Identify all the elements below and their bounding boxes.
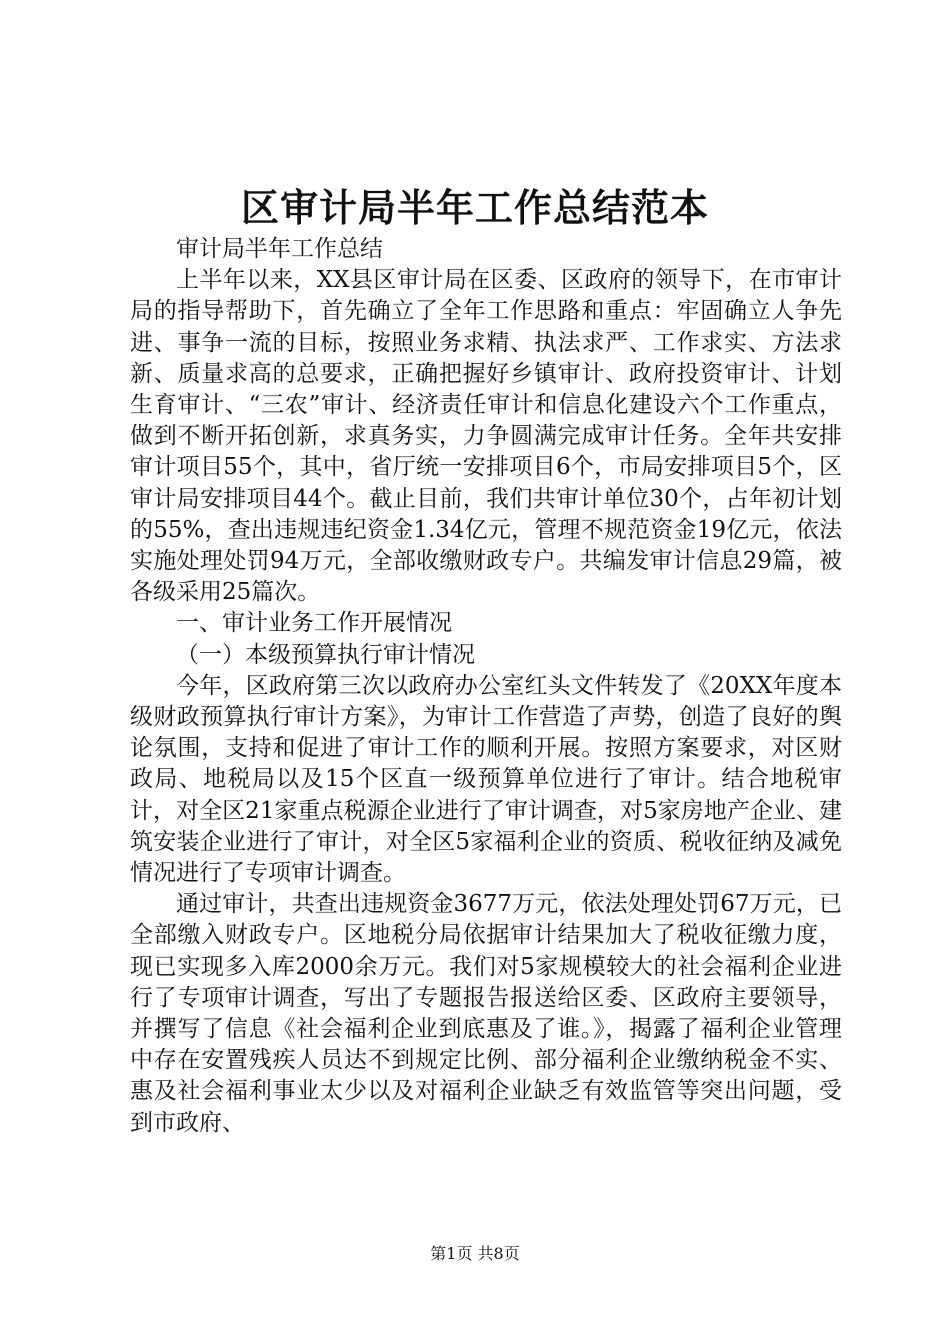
section-heading: 一、审计业务工作开展情况 [176, 610, 452, 637]
subsection-heading: （一）本级预算执行审计情况 [176, 641, 475, 668]
paragraph-audit-results: 通过审计，共查出违规资金3677万元，依法处理处罚67万元，已全部缴入财政专户。区地税分局依据审计结果加大了税收征缴力度，现已实现多入库2000余万元。我们对5家规模较大的社会福利企业进行了专项审计调查，写出了专题报告报送给区委、区政府主要领导，并撰写了信息《社会福利企业到底惠及了谁。》，揭露了福利企业管理中存在安置残疾人员达不到规定比例、部分福利企业缴纳税金不实、惠及社会福利事业太少以及对福利企业缺乏有效监管等突出问题，受到市政府、 [130, 891, 842, 1136]
paragraph-intro: 上半年以来，XX县区审计局在区委、区政府的领导下，在市审计局的指导帮助下，首先确立了全年工作思路和重点：牢固确立人争先进、事争一流的目标，按照业务求精、执法求严、工作求实、方法求新、质量求高的总要求，正确把握好乡镇审计、政府投资审计、计划生育审计、“三农”审计、经济责任审计和信息化建设六个工作重点，做到不断开拓创新，求真务实，力争圆满完成审计任务。全年共安排审计项目55个，其中，省厅统一安排项目6个，市局安排项目5个，区审计局安排项目44个。截止目前，我们共审计单位30个，占年初计划的55%，查出违规违纪资金1.34亿元，管理不规范资金19亿元，依法实施处理处罚94万元，全部收缴财政专户。共编发审计信息29篇，被各级采用25篇次。 [130, 267, 842, 606]
paragraph-budget-audit: 今年，区政府第三次以政府办公室红头文件转发了《20XX年度本级财政预算执行审计方案》，为审计工作营造了声势，创造了良好的舆论氛围，支持和促进了审计工作的顺利开展。按照方案要求，对区财政局、地税局以及15个区直一级预算单位进行了审计。结合地税审计，对全区21家重点税源企业进行了审计调查，对5家房地产企业、建筑安装企业进行了审计，对全区5家福利企业的资质、税收征纳及减免情况进行了专项审计调查。 [130, 672, 842, 887]
paragraph-subtitle: 审计局半年工作总结 [176, 236, 383, 262]
page-number-footer: 第1页 共8页 [430, 1244, 520, 1263]
document-body [130, 234, 842, 1139]
document-title: 区审计局半年工作总结范本 [240, 185, 709, 230]
